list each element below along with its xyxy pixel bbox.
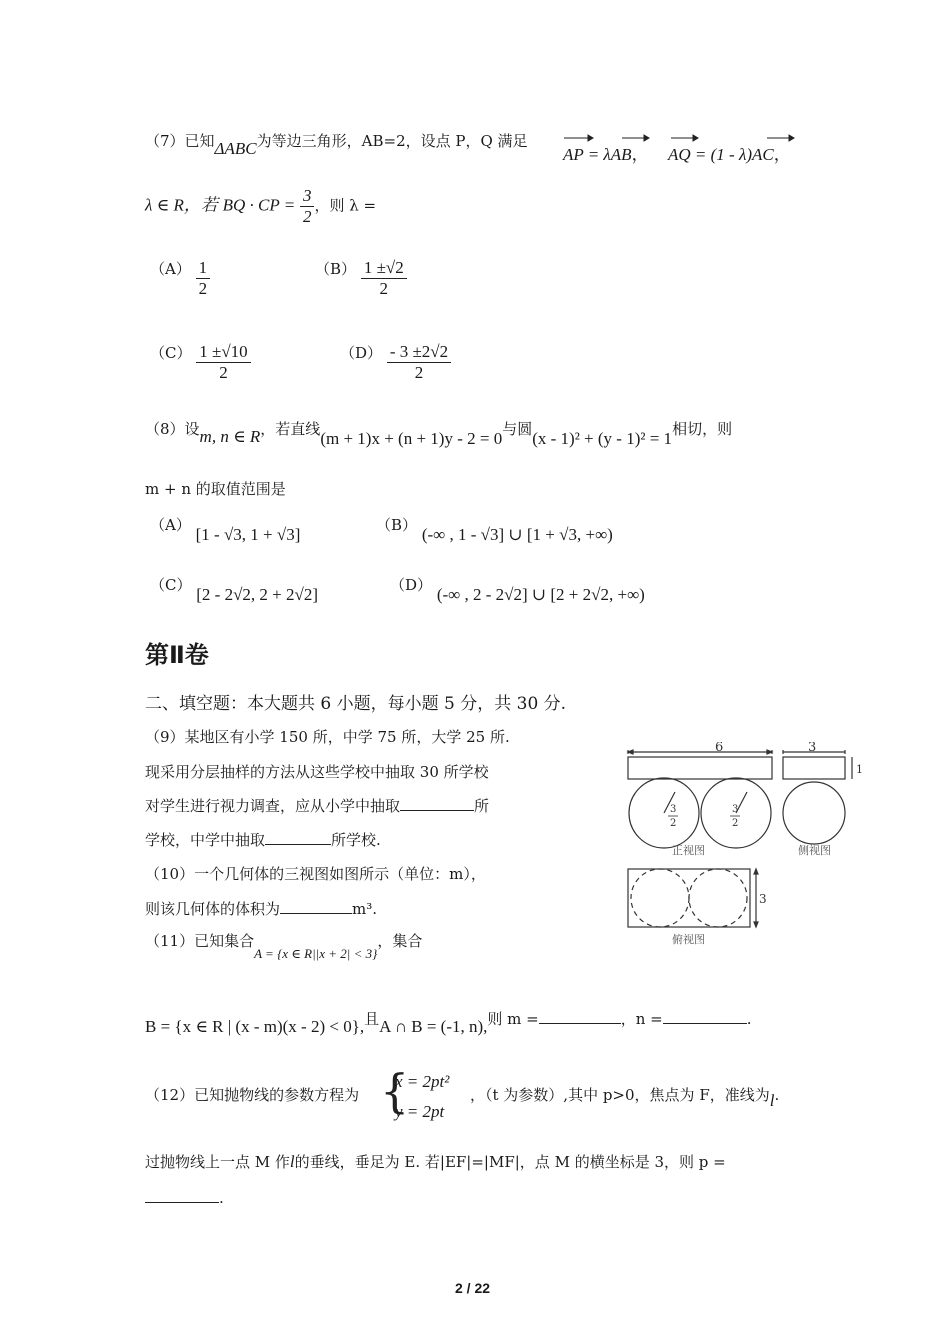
front-radius-num-1: 3 <box>670 804 677 815</box>
q7-opt-c-label: （C） <box>150 344 192 362</box>
q8-text2: 与圆 <box>502 420 533 438</box>
q9-l4b: 所学校. <box>331 831 381 849</box>
q7-opt-d-num: - 3 ±2√2 <box>387 342 451 363</box>
top-view <box>628 869 758 927</box>
front-radius-num-2: 3 <box>732 804 739 815</box>
q8-opt-a-label: （A） <box>150 516 191 534</box>
q12-line2 <box>145 1151 726 1172</box>
q12-brace: { <box>380 1064 410 1118</box>
q7-cond-pre: λ ∈ R，若 <box>145 195 218 215</box>
q8-opt-b-label: （B） <box>376 516 418 534</box>
q8-opt-a: [1 - √3, 1 + √3] <box>195 525 301 544</box>
q11-blank-m[interactable] <box>539 1009 621 1024</box>
q12-l2b: 的垂线，垂足为 E. 若|EF|=|MF|，点 M 的横坐标是 3，则 p = <box>294 1153 726 1171</box>
q7-opt-a-num: 1 <box>196 258 211 279</box>
q8-number: （8）设 <box>145 420 200 438</box>
q7-opt-c-num: 1 ±√10 <box>196 342 250 363</box>
q7-option-a <box>150 258 210 299</box>
q12-l2a: 过抛物线上一点 M 作 <box>145 1153 290 1171</box>
q9-l3a: 对学生进行视力调查，应从小学中抽取 <box>145 797 401 815</box>
q7-opt-d-frac <box>387 342 451 383</box>
q7-eq2: AQ = (1 - λ)AC <box>668 145 774 164</box>
q9-blank-middle[interactable] <box>265 830 331 845</box>
q8-stem-line2: m + n 的取值范围是 <box>145 480 286 498</box>
q7-cond-expr: BQ · CP = <box>222 195 296 215</box>
q7-triangle: ΔABC <box>214 139 257 158</box>
q7-opt-d-label: （D） <box>340 344 383 362</box>
side-view-label: 侧视图 <box>798 844 831 857</box>
q8-option-d <box>390 574 645 604</box>
q12-prefix: （12）已知抛物线的参数方程为 <box>145 1086 360 1104</box>
front-view-label: 正视图 <box>672 844 705 857</box>
q12-line1-tail <box>470 1084 780 1110</box>
q11-line2 <box>145 1008 752 1036</box>
q11-then-m: 则 m = <box>487 1010 539 1028</box>
section-title: 第Ⅱ卷 <box>145 641 209 669</box>
side-view <box>783 750 852 844</box>
q7-text: 为等边三角形，AB=2，设点 P，Q 满足 <box>256 132 528 150</box>
q7-stem-line1 <box>145 130 528 158</box>
q9-line3 <box>145 795 489 816</box>
q7-vector-ap: AP = λAB， <box>563 145 649 164</box>
q7-cond-num: 3 <box>300 186 315 207</box>
q9-line4 <box>145 829 381 850</box>
q10-line2 <box>145 898 377 919</box>
q7-tail: ，则 λ = <box>314 196 377 215</box>
q9-blank-primary[interactable] <box>400 796 474 811</box>
top-dim-3: 3 <box>759 892 767 906</box>
q7-opt-b-label: （B） <box>315 260 357 278</box>
q7-opt-d-den: 2 <box>414 363 424 382</box>
q7-option-c <box>150 342 251 383</box>
q7-opt-c-frac <box>196 342 250 383</box>
three-view-figure <box>620 742 870 952</box>
q11-comma-n: ，n = <box>620 1010 663 1028</box>
q8-option-a <box>150 514 301 544</box>
q7-opt-a-den: 2 <box>198 279 208 298</box>
q7-opt-b-den: 2 <box>379 279 389 298</box>
q9-l3b: 所 <box>474 797 490 815</box>
q7-condition <box>145 186 376 227</box>
q7-opt-a-frac <box>196 258 211 299</box>
q11-set-b: B = {x ∈ R | (x - m)(x - 2) < 0}, <box>145 1017 365 1036</box>
q7-number: （7）已知 <box>145 132 215 150</box>
q8-opt-d-label: （D） <box>390 576 433 594</box>
front-dim-6: 6 <box>715 742 724 755</box>
q11-and: 且 <box>364 1010 380 1028</box>
q8-line-eq: (m + 1)x + (n + 1)y - 2 = 0 <box>320 429 503 448</box>
q8-opt-c: [2 - 2√2, 2 + 2√2] <box>196 585 318 604</box>
side-dim-3: 3 <box>808 742 817 755</box>
page-number: 2 / 22 <box>455 1280 491 1296</box>
q12-line3 <box>145 1188 224 1207</box>
q9-line2: 现采用分层抽样的方法从这些学校中抽取 30 所学校 <box>145 763 489 781</box>
q7-opt-b-num: 1 ±√2 <box>361 258 407 279</box>
q12-blank-p[interactable] <box>145 1188 219 1203</box>
q8-text3: 相切，则 <box>672 420 733 438</box>
q11-end: . <box>746 1010 752 1028</box>
q9-l4a: 学校，中学中抽取 <box>145 831 266 849</box>
q8-opt-d: (-∞ , 2 - 2√2] ∪ [2 + 2√2, +∞) <box>436 585 645 604</box>
q8-option-c <box>150 574 318 604</box>
side-dim-1: 1 <box>856 763 863 776</box>
q10-l2a: 则该几何体的体积为 <box>145 900 281 918</box>
q7-option-d <box>340 342 451 383</box>
front-radius-den-1: 2 <box>670 818 677 829</box>
q12-l3: . <box>219 1189 224 1207</box>
q11-l1: （11）已知集合 <box>145 932 255 950</box>
top-view-label: 俯视图 <box>672 933 705 946</box>
q11-intersection: A ∩ B = (-1, n), <box>379 1017 488 1036</box>
q12-eq1: x = 2pt² <box>395 1072 450 1091</box>
q7-opt-c-den: 2 <box>219 363 228 382</box>
q10-l2b: m³. <box>352 900 378 918</box>
q11-set-a: A = {x ∈ R||x + 2| < 3} <box>254 946 378 961</box>
q7-eq1: AP = λAB <box>563 145 632 164</box>
q8-circle-eq: (x - 1)² + (y - 1)² = 1 <box>532 429 673 448</box>
q8-option-b <box>376 514 613 544</box>
q9-line1: （9）某地区有小学 150 所，中学 75 所，大学 25 所. <box>145 728 510 746</box>
q7-cond-frac <box>300 186 315 227</box>
q8-vars: m, n ∈ R <box>199 427 261 446</box>
vector-arrows-graphic <box>560 132 800 144</box>
q7-cond-den: 2 <box>302 207 312 226</box>
front-radius-den-2: 2 <box>732 818 739 829</box>
q7-vector-aq: AQ = (1 - λ)AC， <box>668 145 791 164</box>
q11-line1 <box>145 930 423 961</box>
q8-text1: ，若直线 <box>260 420 321 438</box>
q12-eq2: y = 2pt <box>395 1102 445 1121</box>
front-view <box>628 750 772 848</box>
q11-blank-n[interactable] <box>663 1009 747 1024</box>
q7-option-b <box>315 258 407 299</box>
q11-l1b: ，集合 <box>377 932 423 950</box>
q7-opt-a-label: （A） <box>150 260 191 278</box>
q12-directrix-sym2: l <box>289 1152 295 1171</box>
section-subtitle: 二、填空题：本大题共 6 小题，每小题 5 分，共 30 分. <box>145 694 567 714</box>
q8-opt-b: (-∞ , 1 - √3] ∪ [1 + √3, +∞) <box>421 525 613 544</box>
q10-blank-volume[interactable] <box>280 899 352 914</box>
q12-l1c: . <box>774 1086 780 1104</box>
q10-line1: （10）一个几何体的三视图如图所示（单位：m）， <box>145 865 486 883</box>
q12-directrix-sym: l <box>769 1091 775 1110</box>
q7-opt-b-frac <box>361 258 407 299</box>
q12-l1b: ，（t 为参数）,其中 p>0，焦点为 F，准线为 <box>470 1086 770 1104</box>
q8-opt-c-label: （C） <box>150 576 192 594</box>
q8-stem-line1 <box>145 418 733 448</box>
